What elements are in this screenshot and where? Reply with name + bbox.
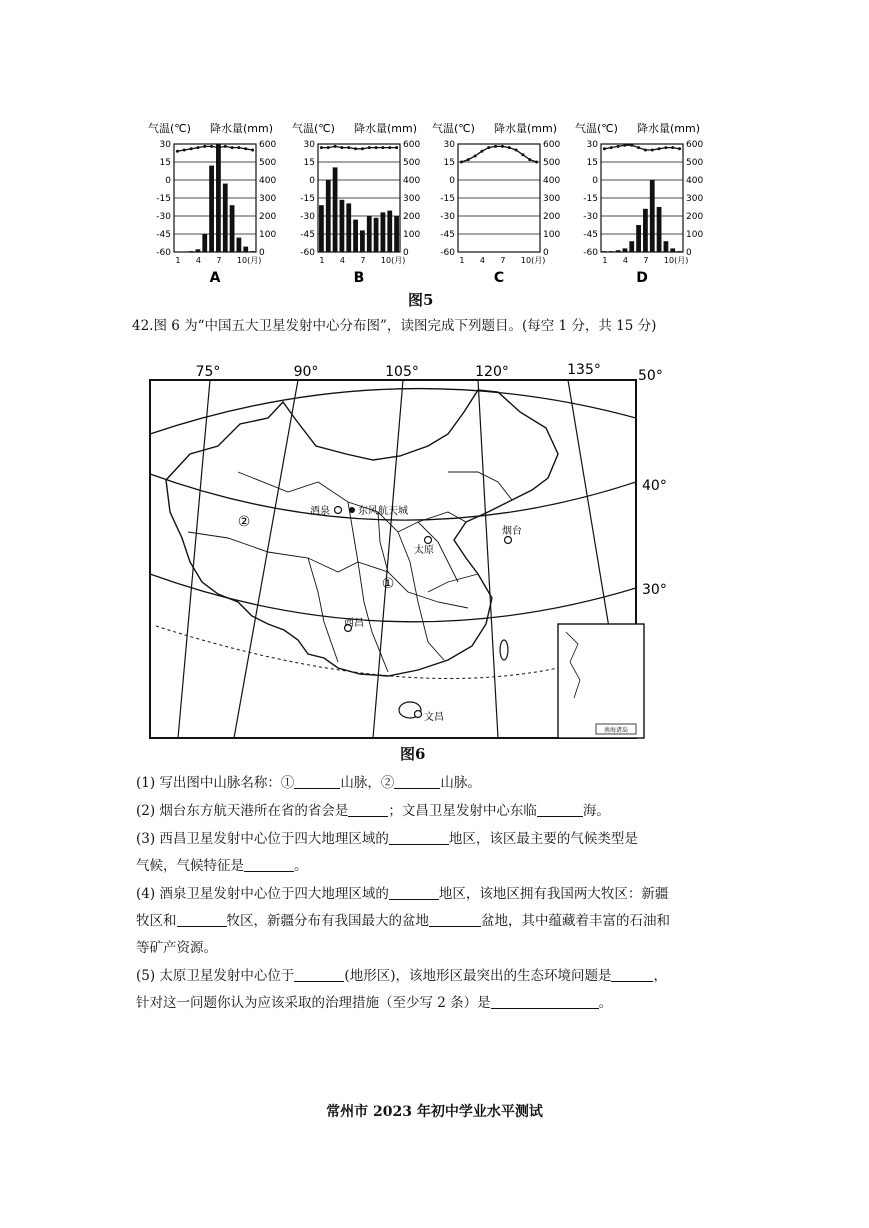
q3-text-d: 。 — [294, 858, 308, 874]
answer-blank[interactable] — [389, 884, 439, 900]
temp-point — [603, 147, 606, 150]
temp-point — [515, 149, 518, 152]
temp-tick-label: 30 — [303, 140, 315, 150]
temp-point — [190, 147, 193, 150]
q5-text-d: 针对这一问题你认为应该采取的治理措施（至少写 2 条）是 — [136, 995, 491, 1011]
temp-point — [617, 145, 620, 148]
climate-chart-b — [284, 118, 429, 293]
month-tick-label: 1 — [459, 256, 465, 265]
chart-label: A — [209, 270, 221, 286]
place-taiyuan: 太原 — [414, 545, 434, 556]
q1-text-b: 山脉，② — [340, 775, 395, 791]
temp-point — [651, 149, 654, 152]
lat-label-30: 30° — [642, 582, 667, 598]
question-4-line-3 — [136, 938, 217, 958]
precip-tick-label: 100 — [543, 230, 561, 240]
precip-bar — [333, 167, 338, 252]
question-5-line-2 — [136, 993, 612, 1013]
answer-blank[interactable] — [244, 856, 294, 872]
precip-tick-label: 500 — [259, 158, 277, 168]
question-3-line-2 — [136, 856, 308, 876]
temp-point — [460, 161, 463, 164]
temp-point — [251, 149, 254, 152]
precip-tick-label: 300 — [543, 194, 561, 204]
precip-bar — [353, 220, 358, 252]
temp-tick-label: -45 — [583, 230, 598, 240]
precip-tick-label: 200 — [259, 212, 277, 222]
temp-point — [347, 146, 350, 149]
precip-bar — [374, 218, 379, 252]
precip-tick-label: 200 — [543, 212, 561, 222]
q4-text-b: 地区，该地区拥有我国两大牧区：新疆 — [438, 886, 669, 902]
temp-point — [508, 146, 511, 149]
temp-tick-label: 0 — [449, 176, 455, 186]
month-tick-label: 4 — [339, 256, 346, 265]
precip-bar — [237, 238, 242, 252]
question-2 — [136, 801, 610, 821]
temp-point — [375, 146, 378, 149]
precip-tick-label: 400 — [259, 176, 277, 186]
temp-point — [658, 147, 661, 150]
temp-point — [340, 146, 343, 149]
temp-tick-label: -60 — [440, 248, 455, 258]
place-yantai: 烟台 — [502, 526, 522, 537]
question-1 — [136, 773, 481, 793]
precip-tick-label: 0 — [403, 248, 409, 258]
temp-point — [327, 146, 330, 149]
temp-point — [381, 146, 384, 149]
temp-tick-label: 15 — [586, 158, 598, 168]
figure5-caption: 图5 — [408, 291, 434, 309]
q1-text-a: (1) 写出图中山脉名称：① — [136, 775, 295, 791]
page-footer: 常州市 2023 年初中学业水平测试 — [326, 1104, 543, 1120]
precip-tick-label: 400 — [543, 176, 561, 186]
precip-tick-label: 600 — [403, 140, 421, 150]
q2-text-a: (2) 烟台东方航天港所在省的省会是 — [136, 803, 349, 819]
lon-label-135: 135° — [567, 362, 601, 378]
answer-blank[interactable] — [611, 966, 653, 982]
question-4-line-1 — [136, 884, 668, 904]
q5-text-a: (5) 太原卫星发射中心位于 — [136, 968, 295, 984]
precip-bar — [182, 251, 187, 252]
temp-point — [334, 145, 337, 148]
precip-bar — [223, 184, 228, 252]
temp-point — [224, 145, 227, 148]
month-tick-label: 10(月) — [520, 256, 546, 265]
precip-tick-label: 0 — [543, 248, 549, 258]
precip-bar — [609, 251, 614, 252]
month-tick-label: 4 — [195, 256, 202, 265]
month-tick-label: 1 — [602, 256, 608, 265]
month-tick-label: 1 — [175, 256, 181, 265]
precip-bar — [346, 203, 351, 252]
temp-point — [630, 144, 633, 147]
precip-tick-label: 400 — [686, 176, 704, 186]
answer-blank[interactable] — [294, 966, 344, 982]
precip-bar — [657, 207, 662, 252]
temp-point — [237, 146, 240, 149]
q3-text-c: 气候，气候特征是 — [136, 858, 244, 874]
temp-tick-label: -60 — [300, 248, 315, 258]
precip-tick-label: 0 — [686, 248, 692, 258]
answer-blank[interactable] — [429, 911, 481, 927]
precip-bar — [367, 216, 372, 252]
q2-text-b: ；文昌卫星发射中心东临 — [388, 803, 537, 819]
answer-blank[interactable] — [177, 911, 227, 927]
temp-tick-label: -30 — [583, 212, 598, 222]
precip-bar — [196, 249, 201, 252]
temp-tick-label: -60 — [156, 248, 171, 258]
temp-tick-label: -15 — [583, 194, 598, 204]
precip-bar — [650, 180, 655, 252]
temp-point — [480, 150, 483, 153]
temp-point — [183, 149, 186, 152]
temp-point — [320, 146, 323, 149]
precip-bar — [381, 212, 386, 252]
temp-tick-label: -60 — [583, 248, 598, 258]
month-tick-label: 1 — [319, 256, 325, 265]
temp-point — [368, 146, 371, 149]
q4-text-f: 等矿产资源。 — [136, 940, 217, 956]
temp-point — [671, 146, 674, 149]
q3-text-b: 地区，该区最主要的气候类型是 — [448, 831, 638, 847]
precip-bar — [616, 250, 621, 252]
q1-text-c: 山脉。 — [440, 775, 481, 791]
mountain-marker-2: ② — [237, 514, 251, 530]
precip-tick-label: 100 — [259, 230, 277, 240]
lat-label-40: 40° — [642, 478, 667, 494]
precip-axis-label: 降水量(mm) — [354, 122, 418, 135]
temp-point — [678, 147, 681, 150]
precip-bar — [387, 211, 392, 252]
temp-point — [623, 144, 626, 147]
month-tick-label: 10(月) — [236, 256, 262, 265]
climate-chart-a — [140, 118, 285, 293]
precip-bar — [326, 180, 331, 252]
temp-tick-label: -30 — [156, 212, 171, 222]
temp-tick-label: 30 — [159, 140, 171, 150]
precip-tick-label: 100 — [403, 230, 421, 240]
precip-axis-label: 降水量(mm) — [637, 122, 701, 135]
temp-tick-label: 0 — [592, 176, 598, 186]
precip-tick-label: 0 — [259, 248, 265, 258]
chart-label: B — [353, 270, 365, 286]
temp-point — [487, 146, 490, 149]
precip-tick-label: 500 — [543, 158, 561, 168]
q4-text-c: 牧区和 — [136, 913, 177, 929]
precip-tick-label: 300 — [259, 194, 277, 204]
temp-point — [231, 146, 234, 149]
temp-tick-label: -45 — [440, 230, 455, 240]
temp-axis-label: 气温(℃) — [148, 122, 191, 135]
lon-label-90: 90° — [293, 364, 319, 380]
month-tick-label: 7 — [643, 256, 649, 265]
month-tick-label: 4 — [479, 256, 486, 265]
temp-axis-label: 气温(℃) — [432, 122, 475, 135]
temp-tick-label: -15 — [156, 194, 171, 204]
temp-point — [210, 145, 213, 148]
mountain-marker-1: ① — [381, 576, 395, 592]
chart-label: D — [636, 270, 648, 286]
temp-tick-label: -45 — [156, 230, 171, 240]
temp-tick-label: 30 — [443, 140, 455, 150]
chart-label: C — [493, 270, 505, 286]
month-tick-label: 10(月) — [380, 256, 406, 265]
precip-bar — [360, 230, 365, 252]
temp-point — [644, 149, 647, 152]
precip-bar — [670, 248, 675, 252]
precip-bar — [602, 251, 607, 252]
precip-bar — [629, 241, 634, 252]
temp-point — [217, 146, 220, 149]
temp-tick-label: 15 — [303, 158, 315, 168]
precip-bar — [230, 205, 235, 252]
temp-tick-label: -45 — [300, 230, 315, 240]
precip-bar — [189, 251, 194, 252]
lat-label-50: 50° — [638, 368, 663, 384]
precip-axis-label: 降水量(mm) — [210, 122, 274, 135]
precip-tick-label: 500 — [403, 158, 421, 168]
answer-blank[interactable] — [294, 773, 340, 789]
precip-tick-label: 400 — [403, 176, 421, 186]
place-dongfeng: 东风航天城 — [358, 506, 408, 517]
temp-tick-label: -30 — [440, 212, 455, 222]
temp-point — [494, 145, 497, 148]
temp-point — [528, 158, 531, 161]
temp-point — [467, 158, 470, 161]
precip-bar — [623, 248, 628, 252]
month-tick-label: 4 — [622, 256, 629, 265]
precip-tick-label: 600 — [259, 140, 277, 150]
temp-axis-label: 气温(℃) — [292, 122, 335, 135]
answer-blank[interactable] — [394, 773, 440, 789]
precip-tick-label: 200 — [403, 212, 421, 222]
temp-point — [203, 145, 206, 148]
precip-bar — [677, 251, 682, 252]
month-tick-label: 7 — [216, 256, 222, 265]
temp-point — [196, 146, 199, 149]
temp-tick-label: 15 — [443, 158, 455, 168]
temp-tick-label: 0 — [309, 176, 315, 186]
satellite-center-map — [148, 362, 667, 742]
temp-point — [637, 146, 640, 149]
temp-tick-label: -15 — [440, 194, 455, 204]
lon-label-75: 75° — [195, 364, 221, 380]
precip-tick-label: 600 — [686, 140, 704, 150]
inset-label: 南海诸岛 — [603, 727, 629, 734]
temp-tick-label: -15 — [300, 194, 315, 204]
lon-label-105: 105° — [385, 364, 419, 380]
precip-bar — [664, 241, 669, 252]
answer-blank[interactable] — [537, 801, 583, 817]
temp-point — [388, 146, 391, 149]
temp-point — [501, 145, 504, 148]
figure6-caption: 图6 — [400, 745, 426, 763]
precip-bar — [216, 144, 221, 252]
q5-text-b: (地形区)，该地形区最突出的生态环境问题是 — [344, 968, 612, 984]
month-tick-label: 7 — [360, 256, 366, 265]
precip-tick-label: 300 — [686, 194, 704, 204]
answer-blank[interactable] — [389, 829, 449, 845]
temp-point — [176, 150, 179, 153]
answer-blank[interactable] — [491, 993, 599, 1009]
precip-bar — [250, 251, 255, 252]
month-tick-label: 7 — [500, 256, 506, 265]
place-jiuquan: 酒泉 — [310, 506, 330, 517]
temp-point — [535, 161, 538, 164]
temp-point — [244, 147, 247, 150]
q4-text-d: 牧区，新疆分布有我国最大的盆地 — [226, 913, 429, 929]
climate-chart-c — [424, 118, 569, 293]
q3-text-a: (3) 西昌卫星发射中心位于四大地理区域的 — [136, 831, 389, 847]
precip-axis-label: 降水量(mm) — [494, 122, 558, 135]
temp-point — [610, 146, 613, 149]
temp-tick-label: 0 — [165, 176, 171, 186]
temp-point — [361, 147, 364, 150]
temp-point — [521, 153, 524, 156]
climate-chart-d — [567, 118, 712, 293]
q5-text-e: 。 — [598, 995, 613, 1011]
precip-tick-label: 200 — [686, 212, 704, 222]
lon-label-120: 120° — [475, 364, 509, 380]
precip-tick-label: 500 — [686, 158, 704, 168]
precip-bar — [209, 166, 214, 252]
temp-point — [474, 155, 477, 158]
question-42-intro: 42.图 6 为“中国五大卫星发射中心分布图”，读图完成下列题目。(每空 1 分，共 15 分) — [132, 318, 657, 334]
q2-text-c: 海。 — [582, 803, 610, 819]
precip-tick-label: 300 — [403, 194, 421, 204]
precip-bar — [243, 247, 248, 252]
q4-text-e: 盆地，其中蕴藏着丰富的石油和 — [481, 913, 670, 929]
precip-bar — [202, 234, 207, 252]
place-xichang: 西昌 — [344, 618, 364, 629]
precip-bar — [394, 216, 399, 252]
temp-point — [354, 147, 357, 150]
month-tick-label: 10(月) — [663, 256, 689, 265]
q4-text-a: (4) 酒泉卫星发射中心位于四大地理区域的 — [136, 886, 389, 902]
answer-blank[interactable] — [348, 801, 388, 817]
place-wenchang: 文昌 — [424, 712, 444, 723]
temp-axis-label: 气温(℃) — [575, 122, 618, 135]
temp-point — [395, 146, 398, 149]
question-4-line-2 — [136, 911, 670, 931]
precip-bar — [319, 205, 324, 252]
temp-tick-label: 30 — [586, 140, 598, 150]
precip-tick-label: 600 — [543, 140, 561, 150]
q5-text-c: ， — [653, 968, 667, 984]
precip-bar — [643, 209, 648, 252]
temp-tick-label: 15 — [159, 158, 171, 168]
temp-tick-label: -30 — [300, 212, 315, 222]
question-5-line-1 — [136, 966, 667, 986]
temp-point — [664, 146, 667, 149]
precip-bar — [636, 225, 641, 252]
precip-bar — [340, 200, 345, 252]
question-3-line-1 — [136, 829, 638, 849]
precip-tick-label: 100 — [686, 230, 704, 240]
